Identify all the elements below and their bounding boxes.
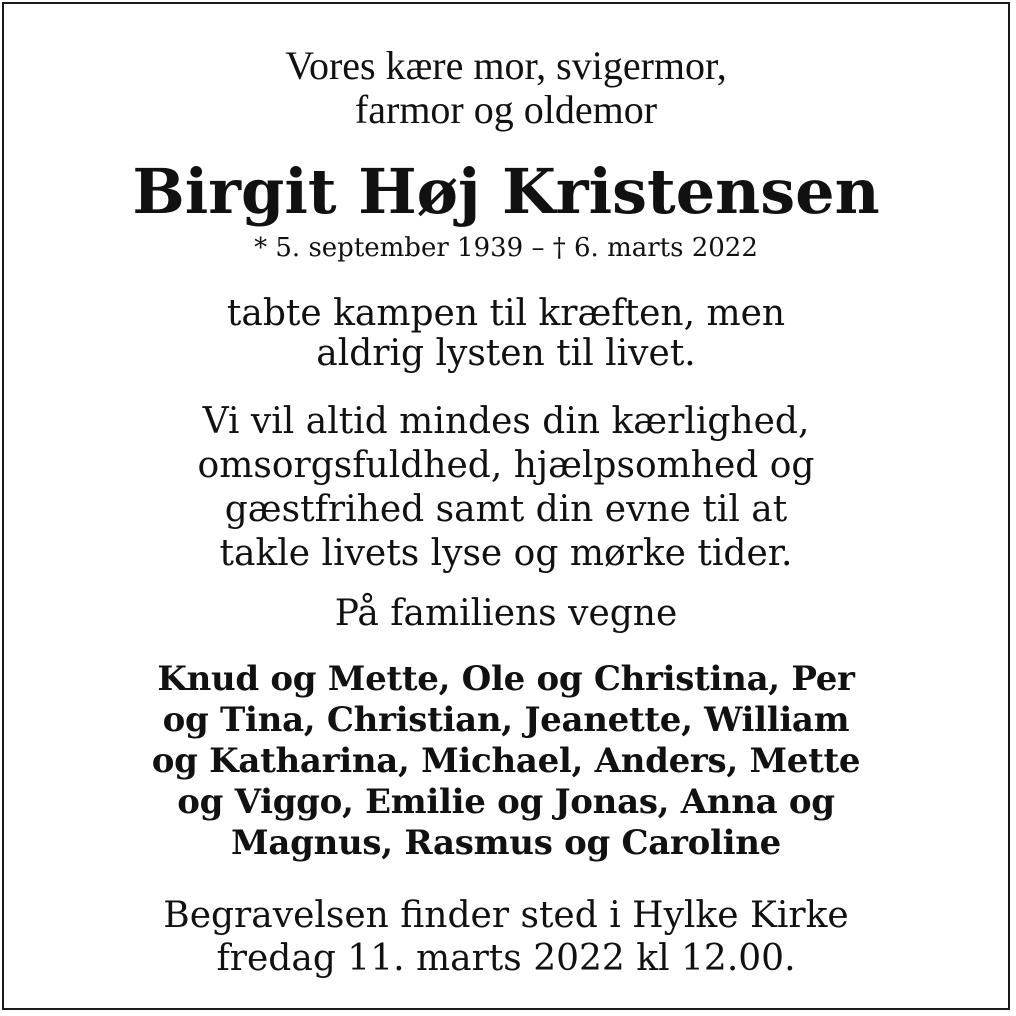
intro-text xyxy=(4,44,1008,132)
family-line-1: Knud og Mette, Ole og Christina, Per xyxy=(157,659,855,699)
tribute-2-line-4: takle livets lyse og mørke tider. xyxy=(219,533,793,574)
tribute-2-line-1: Vi vil altid mindes din kærlighed, xyxy=(202,401,810,442)
deceased-name: Birgit Høj Kristensen xyxy=(132,155,880,228)
family-line-4: og Viggo, Emilie og Jonas, Anna og xyxy=(177,782,835,822)
tribute-paragraph-1 xyxy=(4,294,1008,374)
tribute-2-line-2: omsorgsfuldhed, hjælpsomhed og xyxy=(197,445,815,486)
life-dates: * 5. september 1939 – † 6. marts 2022 xyxy=(254,233,758,263)
obituary-notice xyxy=(2,2,1010,1010)
family-signoff: På familiens vegne xyxy=(334,593,678,634)
funeral-line-1: Begravelsen finder sted i Hylke Kirke xyxy=(163,895,849,936)
intro-line-1: Vores kære mor, svigermor, xyxy=(285,43,727,88)
funeral-line-2: fredag 11. marts 2022 kl 12.00. xyxy=(216,938,796,979)
funeral-info xyxy=(4,894,1008,980)
tribute-paragraph-2 xyxy=(4,400,1008,576)
family-names xyxy=(4,659,1008,864)
family-line-2: og Tina, Christian, Jeanette, William xyxy=(162,700,850,740)
tribute-2-line-3: gæstfrihed samt din evne til at xyxy=(224,489,788,530)
family-line-3: og Katharina, Michael, Anders, Mette xyxy=(151,741,861,781)
family-line-5: Magnus, Rasmus og Caroline xyxy=(231,823,781,863)
intro-line-2: farmor og oldemor xyxy=(354,87,658,132)
tribute-1-line-1: tabte kampen til kræften, men xyxy=(226,293,786,334)
tribute-1-line-2: aldrig lysten til livet. xyxy=(316,333,696,374)
